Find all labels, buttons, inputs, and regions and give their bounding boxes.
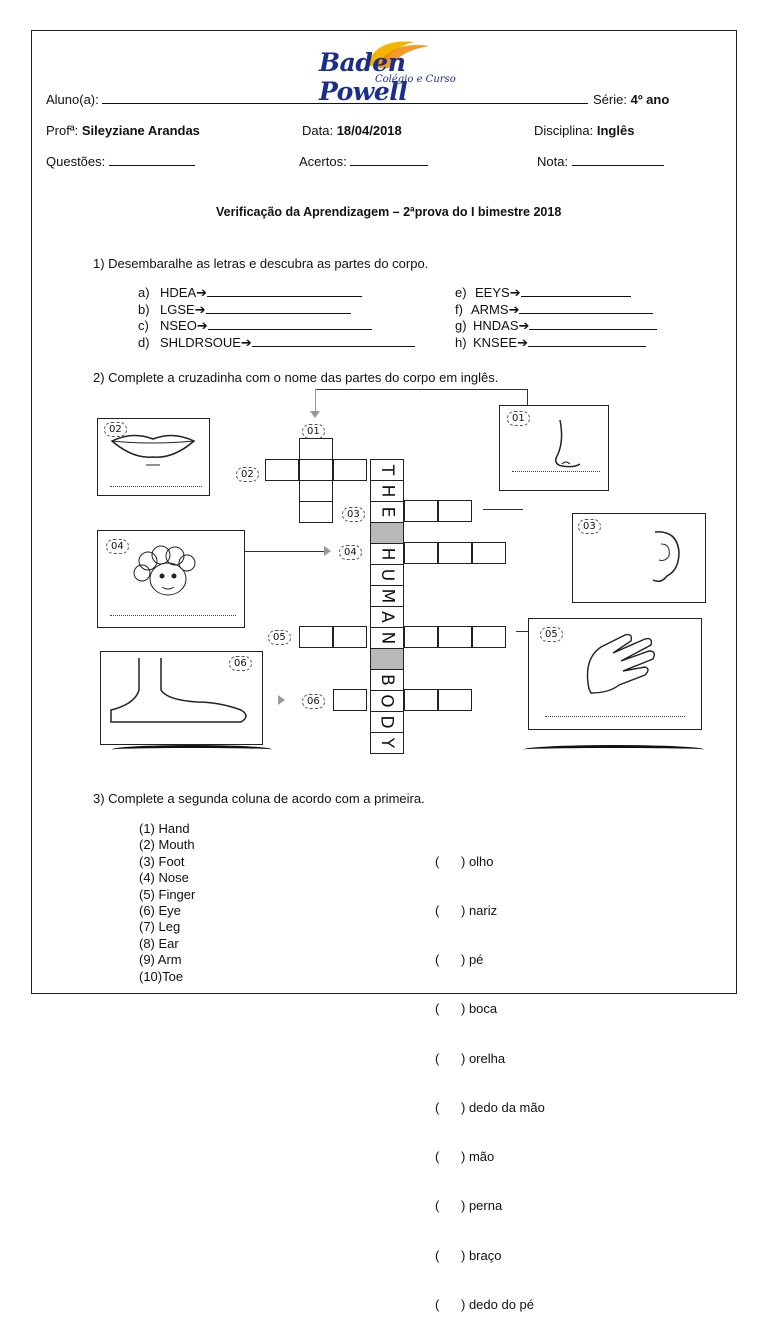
answer-field[interactable] xyxy=(208,318,372,330)
answer-dots[interactable] xyxy=(512,470,600,472)
cw-cell[interactable] xyxy=(299,480,333,502)
tag-05-pic: 05 xyxy=(540,627,563,642)
cw-letter: H xyxy=(370,480,404,502)
cw-letter: A xyxy=(370,606,404,628)
q3-left-item: (8) Ear xyxy=(139,935,179,951)
tag-01-pic: 01 xyxy=(507,411,530,426)
cw-cell[interactable] xyxy=(438,542,472,564)
cw-cell[interactable] xyxy=(299,501,333,523)
arrow-icon: ➔ xyxy=(196,285,208,300)
q1-left-list xyxy=(138,285,415,351)
answer-field[interactable] xyxy=(252,335,415,347)
logo-subtext: Colégio e Curso xyxy=(375,74,456,85)
serie-value: 4º ano xyxy=(630,92,670,107)
nota-row xyxy=(537,154,664,169)
prof-label: Profª: xyxy=(46,123,79,138)
arrow-icon: ➔ xyxy=(517,334,528,350)
logo-text: Baden Powell xyxy=(319,48,408,106)
prof-value: Sileyziane Arandas xyxy=(81,123,200,138)
q3-right-item[interactable]: ( ) perna xyxy=(435,1198,503,1214)
q3-right-item[interactable]: ( ) nariz xyxy=(435,903,498,919)
tag-03: 03 xyxy=(342,507,365,522)
answer-dots[interactable] xyxy=(110,485,202,487)
decor-line xyxy=(112,745,272,754)
q2-prompt: 2) Complete a cruzadinha com o nome das partes do corpo em inglês. xyxy=(93,370,499,385)
cw-cell[interactable] xyxy=(438,500,472,522)
prof-row xyxy=(46,123,200,138)
q1-prompt: 1) Desembaralhe as letras e descubra as partes do corpo. xyxy=(93,256,429,271)
q3-left-item: (10)Toe xyxy=(139,968,184,984)
questoes-field[interactable] xyxy=(109,154,195,166)
q1-item: h) KNSEE➔ xyxy=(455,335,657,352)
cw-shaded-cell xyxy=(370,522,404,544)
q3-left-list xyxy=(139,821,195,985)
nota-field[interactable] xyxy=(572,154,664,166)
connector-line xyxy=(244,551,324,552)
q1-right-list xyxy=(455,285,657,351)
answer-field[interactable] xyxy=(529,318,657,330)
q3-right-item[interactable]: ( ) braço xyxy=(435,1247,502,1263)
q3-right-item[interactable]: ( ) pé xyxy=(435,952,484,968)
answer-field[interactable] xyxy=(521,285,631,297)
cw-letter: M xyxy=(370,585,404,607)
cw-letter: N xyxy=(370,627,404,649)
tag-06-pic: 06 xyxy=(229,656,252,671)
q1-item: a) HDEA➔ xyxy=(138,285,415,302)
q3-right-item[interactable]: ( ) dedo do pé xyxy=(435,1296,535,1312)
serie-label: Série: xyxy=(593,92,627,107)
cw-letter: U xyxy=(370,564,404,586)
acertos-row xyxy=(299,154,428,169)
cw-cell[interactable] xyxy=(333,626,367,648)
nota-label: Nota: xyxy=(537,154,569,169)
cw-letter: T xyxy=(370,459,404,481)
crossword xyxy=(92,383,712,755)
connector-line xyxy=(527,389,528,405)
q1-item: d) SHLDRSOUE➔ xyxy=(138,335,415,352)
cw-cell[interactable] xyxy=(472,626,506,648)
cw-cell[interactable] xyxy=(333,459,367,481)
tag-06: 06 xyxy=(302,694,325,709)
q3-left-item: (4) Nose xyxy=(139,870,189,886)
picture-foot xyxy=(100,651,263,745)
connector-line xyxy=(483,509,523,510)
answer-field[interactable] xyxy=(519,302,653,314)
connector-line xyxy=(315,389,527,390)
data-label: Data: xyxy=(302,123,334,138)
acertos-label: Acertos: xyxy=(299,154,347,169)
q1-item: g) HNDAS➔ xyxy=(455,318,657,335)
decor-line xyxy=(524,745,704,754)
q3-right-list xyxy=(435,821,545,1330)
data-row xyxy=(302,123,402,138)
q3-right-item[interactable]: ( ) orelha xyxy=(435,1050,506,1066)
arrow-icon: ➔ xyxy=(518,318,530,333)
q3-left-item: (5) Finger xyxy=(139,886,196,902)
tag-04: 04 xyxy=(339,545,362,560)
tag-03-pic: 03 xyxy=(578,519,601,534)
disciplina-label: Disciplina: xyxy=(534,123,594,138)
aluno-field[interactable] xyxy=(102,92,588,104)
pointer-icon xyxy=(310,411,320,418)
q3-prompt: 3) Complete a segunda coluna de acordo com a primeira. xyxy=(93,791,425,806)
q3-right-item[interactable]: ( ) dedo da mão xyxy=(435,1099,545,1115)
pointer-icon xyxy=(324,546,331,556)
aluno-row xyxy=(46,92,588,107)
arrow-icon: ➔ xyxy=(508,301,520,317)
cw-letter: O xyxy=(370,690,404,712)
answer-dots[interactable] xyxy=(545,715,685,717)
cw-cell[interactable] xyxy=(472,542,506,564)
exam-title: Verificação da Aprendizagem – 2ªprova do I bimestre 2018 xyxy=(216,205,562,219)
cw-letter: Y xyxy=(370,732,404,754)
cw-cell[interactable] xyxy=(404,500,438,522)
data-value: 18/04/2018 xyxy=(336,123,402,138)
answer-field[interactable] xyxy=(207,285,362,297)
serie-row xyxy=(593,92,669,107)
school-logo xyxy=(305,36,475,106)
tag-01: 01 xyxy=(302,424,325,439)
q3-right-item[interactable]: ( ) mão xyxy=(435,1149,495,1165)
cw-cell[interactable] xyxy=(438,626,472,648)
cw-cell[interactable] xyxy=(299,626,333,648)
arrow-icon: ➔ xyxy=(240,334,252,350)
q3-right-item[interactable]: ( ) boca xyxy=(435,1001,498,1017)
q3-left-item: (6) Eye xyxy=(139,903,181,919)
tag-05: 05 xyxy=(268,630,291,645)
tag-02: 02 xyxy=(236,467,259,482)
cw-letter: B xyxy=(370,669,404,691)
pointer-icon xyxy=(278,695,285,705)
cw-cell[interactable] xyxy=(265,459,299,481)
answer-field[interactable] xyxy=(528,335,646,347)
q3-left-item: (9) Arm xyxy=(139,952,182,968)
q3-left-item: (1) Hand xyxy=(139,821,190,836)
q1-item: b) LGSE➔ xyxy=(138,302,415,319)
arrow-icon: ➔ xyxy=(194,301,206,317)
q3-left-item: (7) Leg xyxy=(139,919,181,935)
cw-cell[interactable] xyxy=(404,626,438,648)
cw-cell[interactable] xyxy=(299,459,333,481)
cw-cell[interactable] xyxy=(333,689,367,711)
cw-letter: E xyxy=(370,501,404,523)
q3-left-item: (2) Mouth xyxy=(139,837,195,853)
answer-dots[interactable] xyxy=(110,614,236,616)
tag-04-pic: 04 xyxy=(106,539,129,554)
aluno-label: Aluno(a): xyxy=(46,92,99,107)
cw-cell[interactable] xyxy=(299,438,333,460)
cw-letter: H xyxy=(370,543,404,565)
arrow-icon: ➔ xyxy=(509,285,521,300)
cw-cell[interactable] xyxy=(404,542,438,564)
q1-item: f) ARMS➔ xyxy=(455,302,657,319)
connector-line xyxy=(315,389,316,411)
q1-item: c) NSEO➔ xyxy=(138,318,415,335)
answer-field[interactable] xyxy=(206,302,351,314)
cw-shaded-cell xyxy=(370,648,404,670)
acertos-field[interactable] xyxy=(350,154,428,166)
q3-left-item: (3) Foot xyxy=(139,853,185,869)
questoes-row xyxy=(46,154,195,169)
cw-letter: D xyxy=(370,711,404,733)
cw-cell[interactable] xyxy=(438,689,472,711)
arrow-icon: ➔ xyxy=(196,318,208,333)
disciplina-value: Inglês xyxy=(596,123,635,138)
questoes-label: Questões: xyxy=(46,154,106,169)
q1-item: e) EEYS➔ xyxy=(455,285,657,302)
disciplina-row xyxy=(534,123,634,138)
tag-02-pic: 02 xyxy=(104,422,127,437)
cw-cell[interactable] xyxy=(404,689,438,711)
q3-right-item[interactable]: ( ) olho xyxy=(435,853,494,869)
